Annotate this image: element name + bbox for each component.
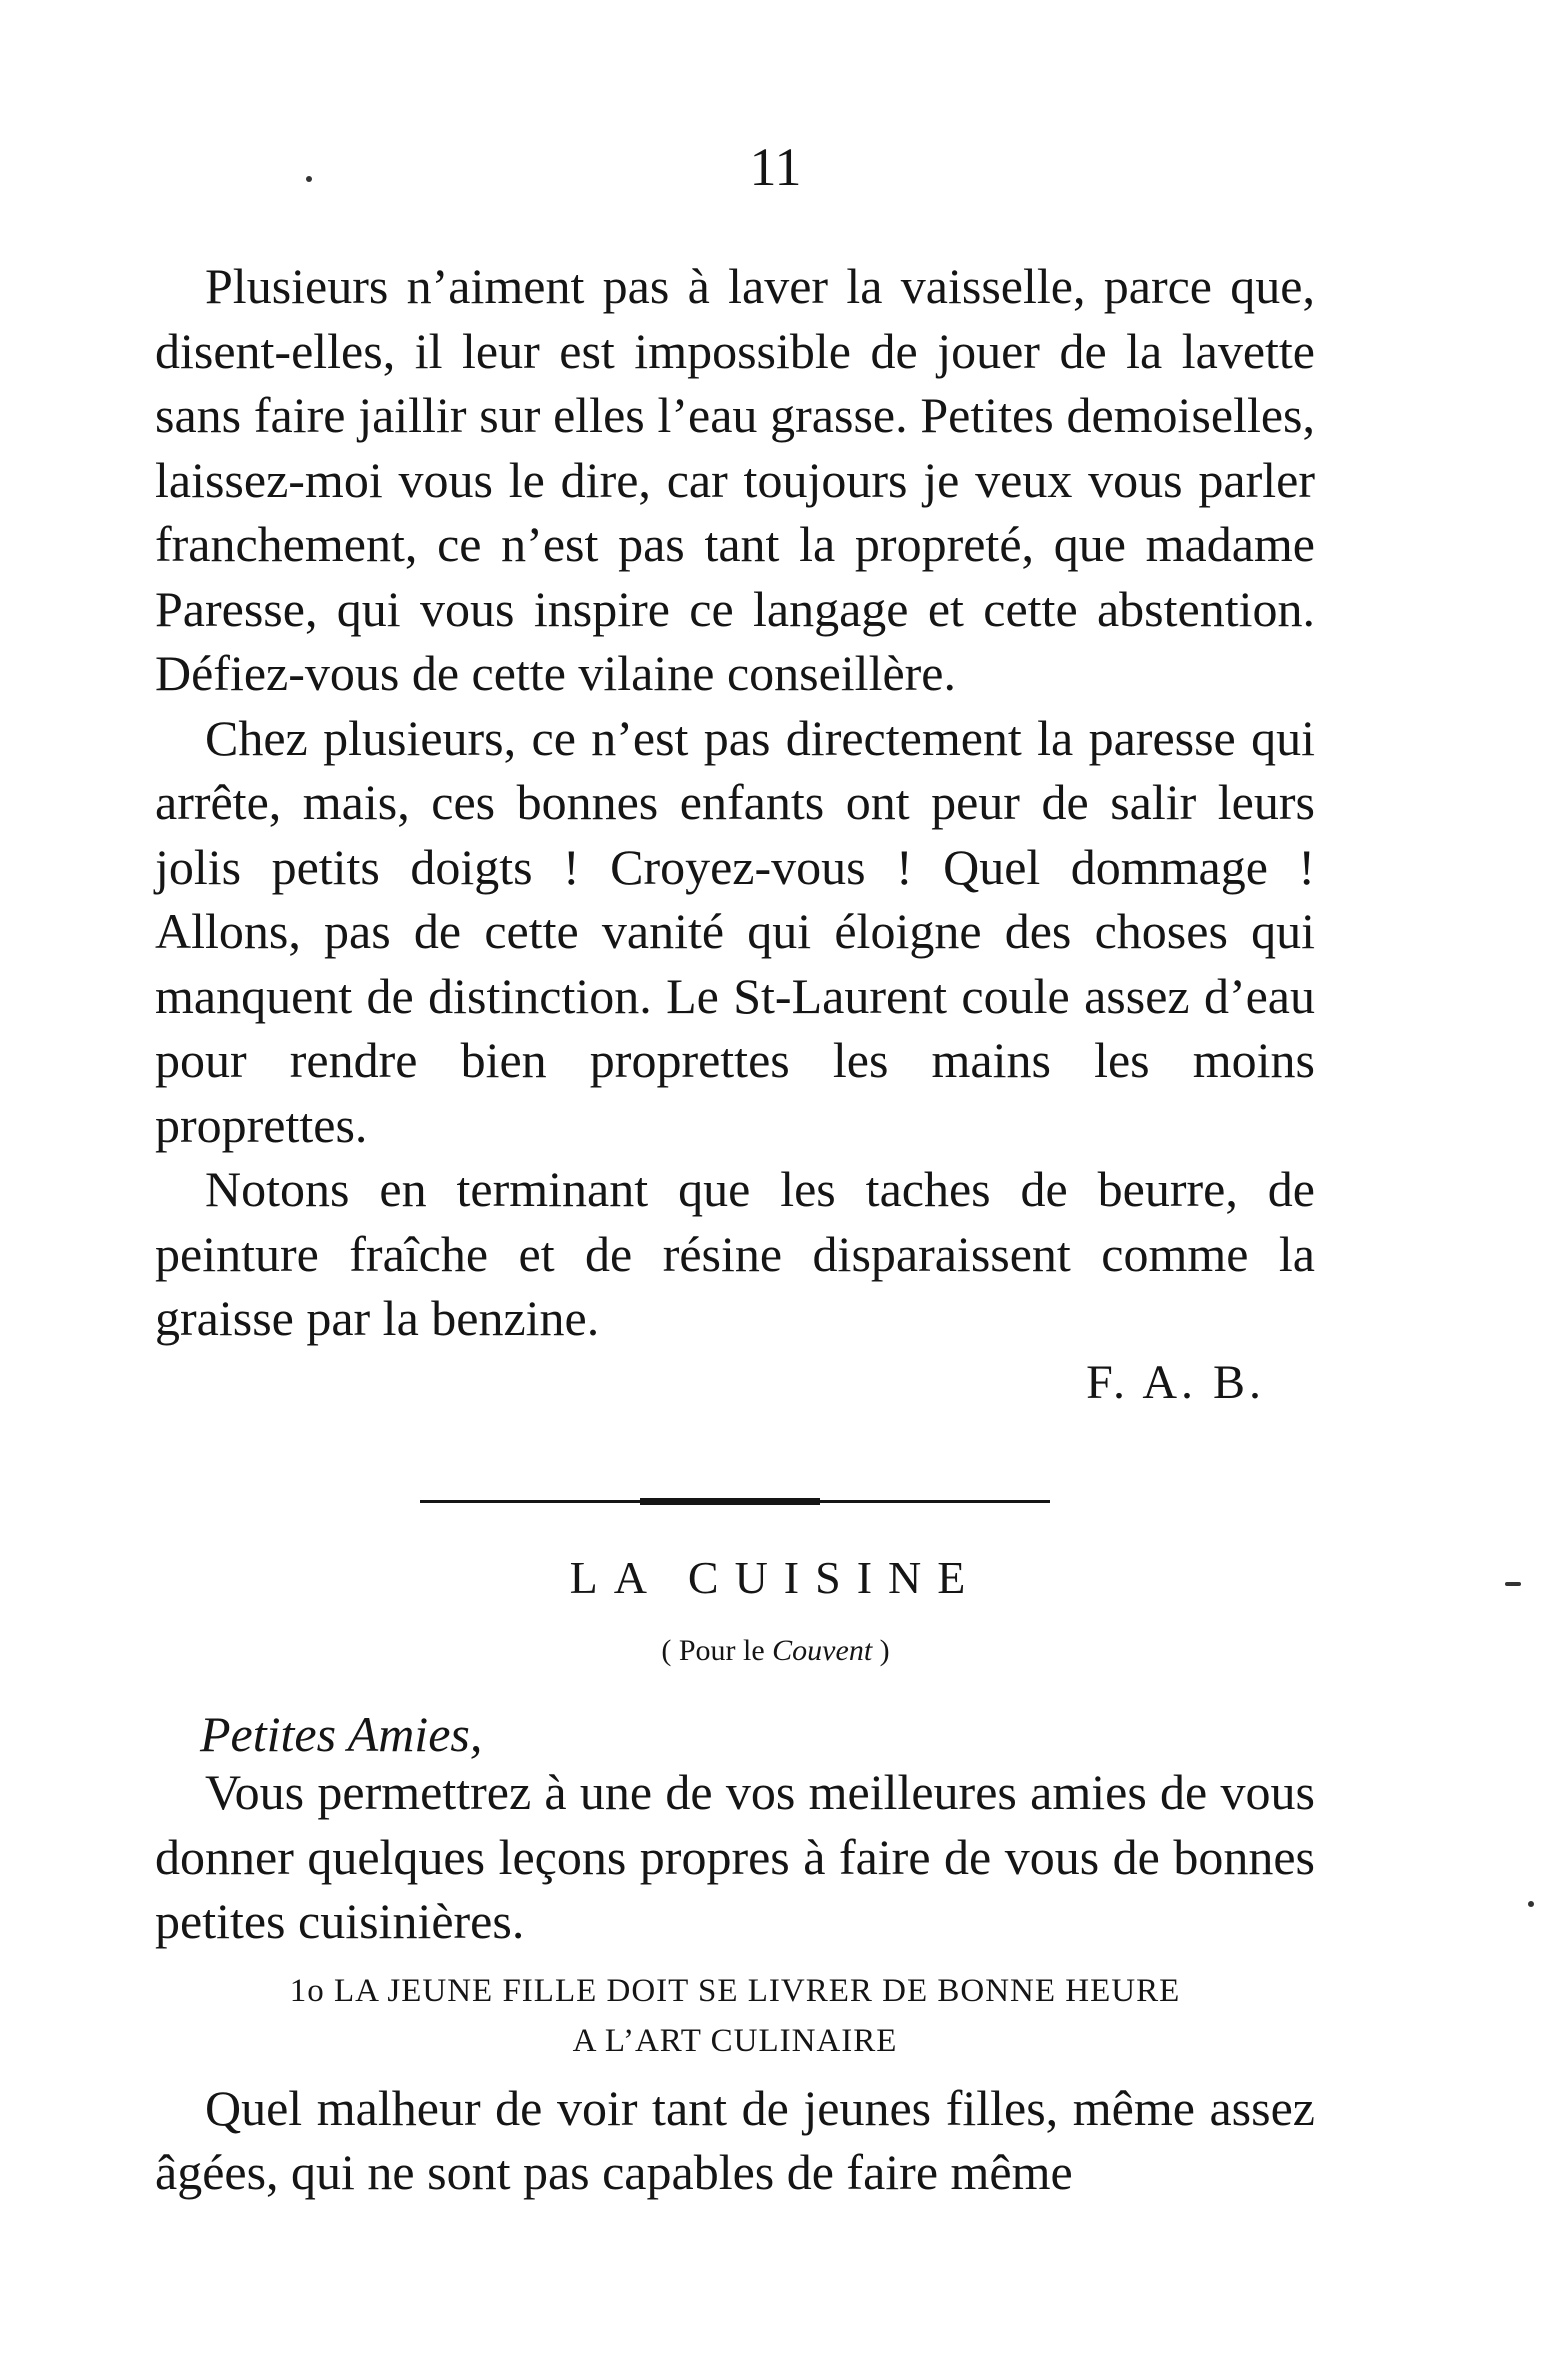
section-title: LA CUISINE — [569, 1552, 982, 1603]
paragraph: Notons en terminant que les taches de beurre, de peinture fraîche et de résine disparaissent comme la graisse par la benzine. — [155, 1161, 1315, 1346]
page-number: 11 — [749, 137, 802, 197]
intro-paragraph: Vous permettrez à une de vos meilleures amies de vous donner quelques leçons propres à faire de vous de bonnes petites cuisinières. — [155, 1764, 1315, 1949]
closing-paragraph: Quel malheur de voir tant de jeunes filles, même assez âgées, qui ne sont pas capables de faire même — [155, 2079, 1315, 2200]
section-body — [155, 1760, 1315, 2205]
paragraph: Chez plusieurs, ce n’est pas directement la paresse qui arrête, mais, ces bonnes enfants ont peur de salir leurs jolis petits doigts ! Croyez-vous ! Quel dommage ! Allons, pas de cette vanité qui éloigne des choses qui manquent de distinction. Le St-Laurent coule assez d’eau pour rendre bien proprettes les mains les moins proprettes. — [155, 709, 1315, 1153]
signature: F. A. B. — [1086, 1355, 1265, 1409]
article-body — [155, 254, 1315, 1415]
subtitle-suffix: ) — [872, 1634, 890, 1667]
stray-mark — [306, 176, 312, 182]
salutation: Petites Amies, — [200, 1706, 483, 1762]
subtitle-italic: Couvent — [772, 1634, 873, 1667]
subheading: 1o LA JEUNE FILLE DOIT SE LIVRER DE BONNE HEURE — [289, 1972, 1181, 2009]
stray-mark — [1528, 1901, 1534, 1907]
subtitle-prefix: ( Pour le — [661, 1634, 773, 1667]
subheading: A L’ART CULINAIRE — [572, 2022, 898, 2059]
section-divider-ornament — [640, 1498, 820, 1505]
section-subtitle — [0, 1636, 1551, 1666]
paragraph: Plusieurs n’aiment pas à laver la vaisselle, parce que, disent-elles, il leur est impossible de jouer de la lavette sans faire jaillir sur elles l’eau grasse. Petites demoiselles, laissez-moi vous le dire, car toujours je veux vous parler franchement, ce n’est pas tant la propreté, que madame Paresse, qui vous inspire ce langage et cette abstention. Défiez-vous de cette vilaine conseillère. — [155, 258, 1315, 701]
